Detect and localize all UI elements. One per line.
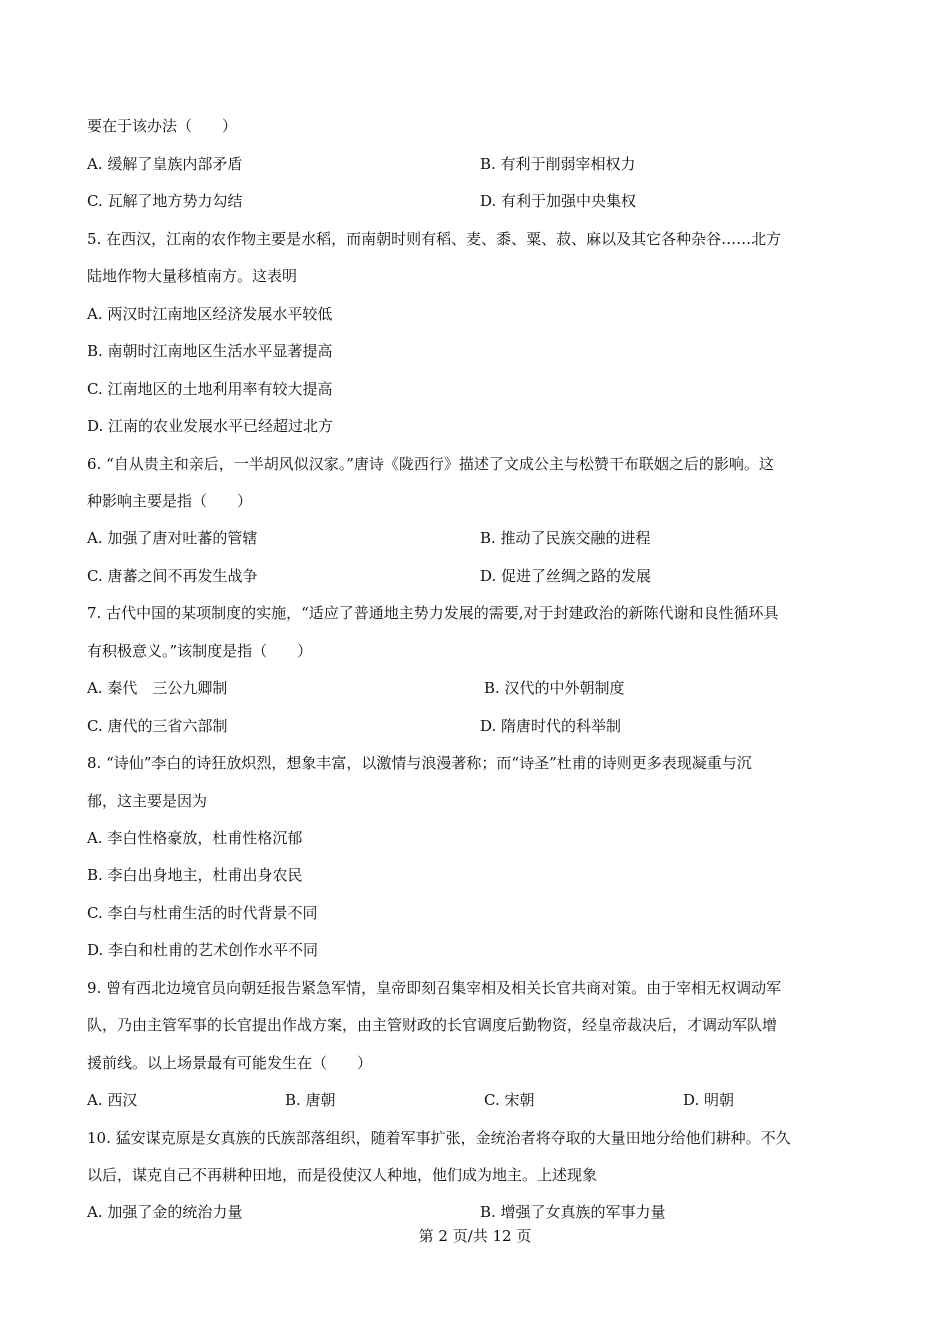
q6-stem-line1: 6. “自从贵主和亲后，一半胡风似汉家。”唐诗《陇西行》描述了文成公主与松赞干布联姻之后的影响。这 — [87, 455, 774, 473]
q10-stem-line1: 10. 猛安谋克原是女真族的氏族部落组织，随着军事扩张，金统治者将夺取的大量田地分给他们耕种。不久 — [87, 1129, 791, 1147]
q8-stem-line2: 郁，这主要是因为 — [87, 792, 208, 810]
q9-stem-line1: 9. 曾有西北边境官员向朝廷报告紧急军情，皇帝即刻召集宰相及相关长官共商对策。由于宰相无权调动军 — [87, 979, 782, 997]
q7-option-b: B. 汉代的中外朝制度 — [484, 679, 625, 697]
q10-stem-line2: 以后，谋克自己不再耕种田地，而是役使汉人种地，他们成为地主。上述现象 — [87, 1166, 598, 1184]
q8-option-a: A. 李白性格豪放，杜甫性格沉郁 — [87, 829, 303, 847]
q9-stem-line2: 队，乃由主管军事的长官提出作战方案，由主管财政的长官调度后勤物资，经皇帝裁决后，才调动军队增 — [87, 1016, 778, 1034]
q5-option-b: B. 南朝时江南地区生活水平显著提高 — [87, 342, 333, 360]
q8-option-b: B. 李白出身地主，杜甫出身农民 — [87, 866, 303, 884]
q6-option-d: D. 促进了丝绸之路的发展 — [480, 567, 652, 585]
q6-option-c: C. 唐蕃之间不再发生战争 — [87, 567, 258, 585]
q7-option-d: D. 隋唐时代的科举制 — [480, 717, 622, 735]
q4-option-d: D. 有利于加强中央集权 — [480, 192, 637, 210]
q7-option-a: A. 秦代 三公九卿制 — [87, 679, 228, 697]
q7-option-c: C. 唐代的三省六部制 — [87, 717, 228, 735]
q9-option-b: B. 唐朝 — [285, 1091, 336, 1109]
q5-option-a: A. 两汉时江南地区经济发展水平较低 — [87, 305, 333, 323]
q8-stem-line1: 8. “诗仙”李白的诗狂放炽烈，想象丰富，以激情与浪漫著称；而“诗圣”杜甫的诗则更多表现凝重与沉 — [87, 754, 752, 772]
q5-stem-line2: 陆地作物大量移植南方。这表明 — [87, 267, 298, 285]
q5-option-d: D. 江南的农业发展水平已经超过北方 — [87, 417, 334, 435]
q4-option-a: A. 缓解了皇族内部矛盾 — [87, 155, 243, 173]
question-4-stem-tail: 要在于该办法（ ） — [87, 117, 238, 135]
q8-option-c: C. 李白与杜甫生活的时代背景不同 — [87, 904, 318, 922]
page-number-footer: 第 2 页/共 12 页 — [418, 1227, 532, 1245]
q4-option-b: B. 有利于削弱宰相权力 — [480, 155, 636, 173]
q7-stem-line1: 7. 古代中国的某项制度的实施，“适应了普通地主势力发展的需要,对于封建政治的新陈代谢和良性循环具 — [87, 604, 779, 622]
q9-option-c: C. 宋朝 — [484, 1091, 535, 1109]
q10-option-b: B. 增强了女真族的军事力量 — [480, 1203, 666, 1221]
q8-option-d: D. 李白和杜甫的艺术创作水平不同 — [87, 941, 319, 959]
q6-stem-line2: 种影响主要是指（ ） — [87, 492, 253, 510]
q4-option-c: C. 瓦解了地方势力勾结 — [87, 192, 243, 210]
q10-option-a: A. 加强了金的统治力量 — [87, 1203, 243, 1221]
q9-option-a: A. 西汉 — [87, 1091, 138, 1109]
q6-option-b: B. 推动了民族交融的进程 — [480, 529, 651, 547]
q5-stem-line1: 5. 在西汉，江南的农作物主要是水稻，而南朝时则有稻、麦、黍、粟、菽、麻以及其它各种杂谷……北方 — [87, 230, 782, 248]
q7-stem-line2: 有积极意义。”该制度是指（ ） — [87, 642, 313, 660]
q6-option-a: A. 加强了唐对吐蕃的管辖 — [87, 529, 258, 547]
q5-option-c: C. 江南地区的土地利用率有较大提高 — [87, 380, 333, 398]
q9-stem-line3: 援前线。以上场景最有可能发生在（ ） — [87, 1054, 373, 1072]
q9-option-d: D. 明朝 — [683, 1091, 735, 1109]
